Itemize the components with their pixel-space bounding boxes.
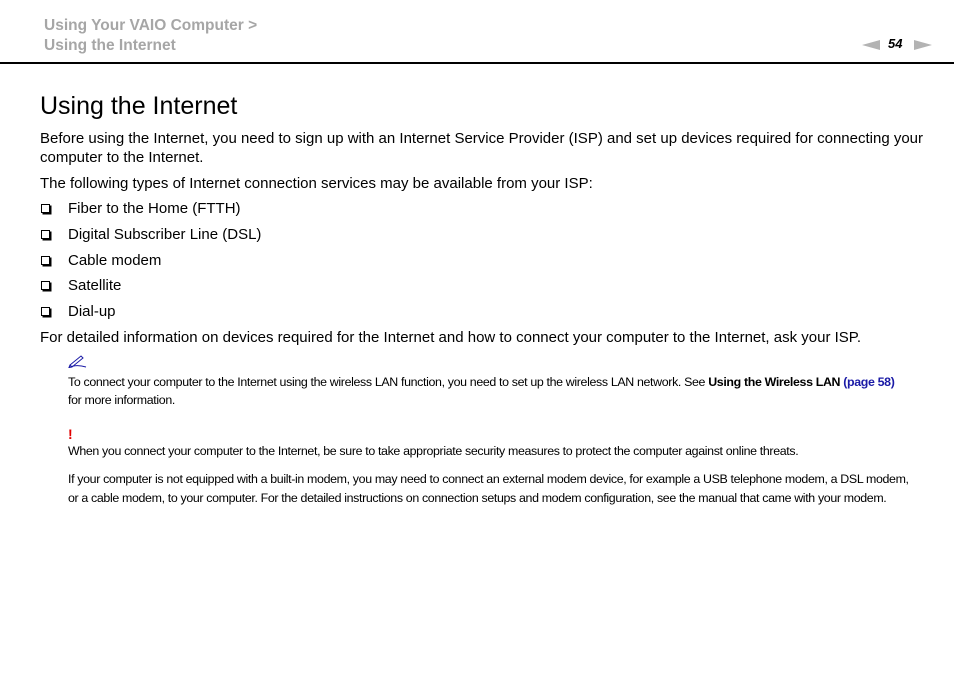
- notes-section: [68, 354, 910, 508]
- wireless-lan-reference: Using the Wireless LAN: [708, 374, 841, 389]
- list-item: Dial-up: [40, 302, 930, 321]
- list-item: Cable modem: [40, 251, 930, 270]
- checkbox-bullet-icon: [41, 307, 50, 316]
- main-content: [40, 90, 930, 508]
- security-warning: When you connect your computer to the Internet, be sure to take appropriate security measures to protect the computer against online threats.: [68, 443, 799, 458]
- intro-paragraph: Before using the Internet, you need to sign up with an Internet Service Provider (ISP) and set up devices required for connecting your computer to the Internet.: [40, 130, 924, 166]
- list-item: Satellite: [40, 276, 930, 295]
- list-item: Fiber to the Home (FTTH): [40, 199, 930, 218]
- detail-paragraph: For detailed information on devices required for the Internet and how to connect your computer to the Internet, ask your ISP.: [40, 328, 862, 346]
- previous-page-arrow-icon[interactable]: [862, 40, 880, 50]
- next-page-arrow-icon[interactable]: [914, 40, 932, 50]
- list-item: Digital Subscriber Line (DSL): [40, 225, 930, 244]
- connection-types-intro: The following types of Internet connection services may be available from your ISP:: [40, 175, 593, 192]
- breadcrumb: [44, 16, 257, 56]
- modem-warning: If your computer is not equipped with a built-in modem, you may need to connect an external modem device, for example a USB telephone modem, a DSL modem, or a cable modem, to your computer. For the detailed instructions on connection setups and modem configuration, see the manual that came with your modem.: [68, 471, 909, 505]
- pencil-note-icon: [68, 354, 910, 373]
- wireless-lan-note: To connect your computer to the Internet using the wireless LAN function, you need to set up the wireless LAN network. See Using the Wireless LAN (page 58) for more information.: [68, 374, 895, 407]
- header-divider: [0, 62, 954, 64]
- page-title: Using the Internet: [40, 92, 238, 120]
- checkbox-bullet-icon: [41, 256, 50, 265]
- breadcrumb-current: Using the Internet: [44, 37, 176, 54]
- page-58-link[interactable]: (page 58): [843, 374, 895, 389]
- checkbox-bullet-icon: [41, 230, 50, 239]
- connection-types-list: [40, 199, 930, 321]
- page-number: 54: [888, 36, 903, 51]
- checkbox-bullet-icon: [41, 281, 50, 290]
- checkbox-bullet-icon: [41, 204, 50, 213]
- breadcrumb-parent[interactable]: Using Your VAIO Computer >: [44, 17, 258, 34]
- exclamation-icon: !: [68, 425, 73, 442]
